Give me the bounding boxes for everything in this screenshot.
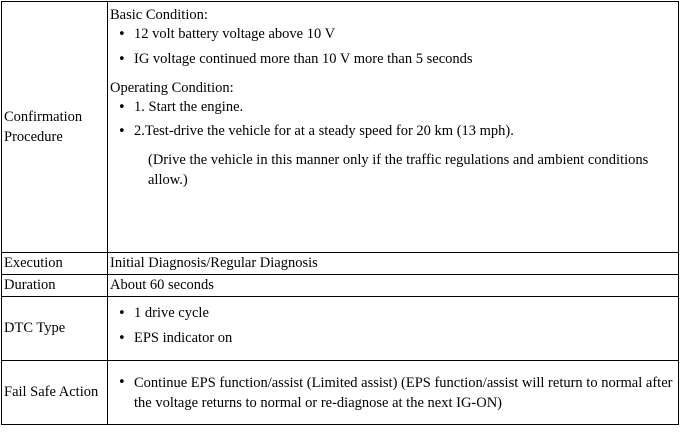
execution-label: Execution (2, 253, 108, 275)
diagnosis-spec-table (1, 1, 679, 425)
fail-safe-list (110, 373, 676, 413)
execution-value: Initial Diagnosis/Regular Diagnosis (108, 253, 679, 275)
basic-condition-title: Basic Condition: (110, 7, 208, 23)
duration-value: About 60 seconds (108, 275, 679, 297)
dtc-type-content (108, 297, 679, 361)
list-item: • 12 volt battery voltage above 10 V (134, 25, 676, 44)
operating-condition-title: Operating Condition: (110, 80, 234, 96)
table-row-dtc-type (2, 297, 679, 361)
table-row-confirmation (2, 2, 679, 253)
fail-safe-content (108, 361, 679, 425)
table-row-execution (2, 253, 679, 275)
fail-safe-label: Fail Safe Action (2, 361, 108, 425)
traffic-note: (Drive the vehicle in this manner only if the traffic regulations and ambient conditions allow.) (148, 152, 649, 188)
basic-condition-list (110, 25, 676, 69)
table-row-duration (2, 275, 679, 297)
list-item: • Continue EPS function/assist (Limited assist) (EPS function/assist will return to normal after the voltage returns to normal or re-diagnose at the next IG-ON) (134, 373, 676, 413)
dtc-type-label: DTC Type (2, 297, 108, 361)
list-item: • IG voltage continued more than 10 V more than 5 seconds (134, 50, 676, 69)
duration-label: Duration (2, 275, 108, 297)
confirmation-label: Confirmation Procedure (2, 2, 108, 253)
operating-condition-list (110, 98, 676, 141)
list-item: • 2.Test-drive the vehicle for at a steady speed for 20 km (13 mph). (134, 122, 676, 141)
list-item: • EPS indicator on (134, 329, 676, 348)
dtc-type-list (110, 304, 676, 348)
list-item: • 1. Start the engine. (134, 98, 676, 117)
confirmation-content (108, 2, 679, 253)
list-item: • 1 drive cycle (134, 304, 676, 323)
table-row-fail-safe (2, 361, 679, 425)
